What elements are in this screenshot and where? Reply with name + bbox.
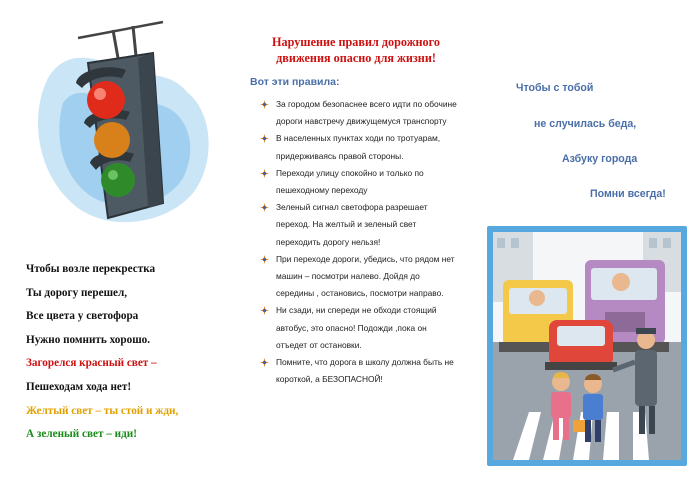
bullet-icon [260, 169, 269, 178]
slogan-line-3: Азбуку города [562, 153, 638, 165]
rule-item [258, 165, 458, 199]
rule-text: Переходи улицу спокойно и только по пешеходному переходу [276, 167, 424, 196]
rule-item [258, 96, 458, 130]
right-column [470, 0, 700, 495]
traffic-light-illustration [18, 8, 218, 230]
rule-text: В населенных пунктах ходи по тротуарам, придерживаясь правой стороны. [276, 133, 441, 161]
poem-line: Загорелся красный свет – [26, 357, 157, 370]
rule-item [258, 130, 458, 164]
rule-item [258, 302, 458, 354]
rule-text: Помните, что дорога в школу должна быть не короткой, а БЕЗОПАСНОЙ! [276, 357, 454, 385]
poem-line: Желтый свет – ты стой и жди, [26, 404, 179, 417]
street-crossing-illustration [493, 232, 681, 460]
bullet-icon [260, 203, 269, 212]
page-title [256, 34, 456, 66]
traffic-light-poem [26, 258, 232, 447]
bullet-icon [260, 134, 269, 143]
poem-line: Нужно помнить хорошо. [26, 333, 151, 346]
rules-subtitle: Вот эти правила: [250, 76, 340, 88]
poem-line: Ты дорогу перешел, [26, 286, 128, 299]
bullet-icon [260, 255, 269, 264]
street-scene-frame [487, 226, 687, 466]
rule-text: При переходе дороги, убедись, что рядом нет машин – посмотри налево. Дойдя до середины , остановись, посмотри направо. [276, 253, 455, 299]
bullet-icon [260, 306, 269, 315]
rule-text: Зеленый сигнал светофора разрешает переход. На желтый и зеленый свет переходить дорогу нельзя! [276, 202, 428, 247]
rule-item [258, 354, 458, 388]
slogan-line-1: Чтобы с тобой [516, 82, 594, 94]
rule-item [258, 251, 458, 303]
rule-text: Ни сзади, ни спереди не обходи стоящий автобус, это опасно! Подожди ,пока он отъедет от остановки. [276, 305, 437, 350]
rules-list [258, 96, 458, 388]
slogan-line-4: Помни всегда! [590, 188, 666, 200]
poem-line: Чтобы возле перекрестка [26, 263, 156, 275]
middle-column [240, 0, 460, 495]
bullet-icon [260, 100, 269, 109]
left-column [0, 0, 232, 495]
bullet-icon [260, 358, 269, 367]
poem-line: Пешеходам хода нет! [26, 380, 132, 393]
poem-line: А зеленый свет – иди! [26, 428, 137, 441]
rule-text: За городом безопаснее всего идти по обочине дороги навстречу движущемуся транспорту [276, 99, 457, 127]
poem-line: Все цвета у светофора [26, 310, 139, 323]
title-line: Нарушение правил дорожного [272, 35, 440, 49]
rule-item [258, 199, 458, 251]
slogan-line-2: не случилась беда, [534, 118, 637, 130]
title-line: движения опасно для жизни! [276, 51, 436, 65]
